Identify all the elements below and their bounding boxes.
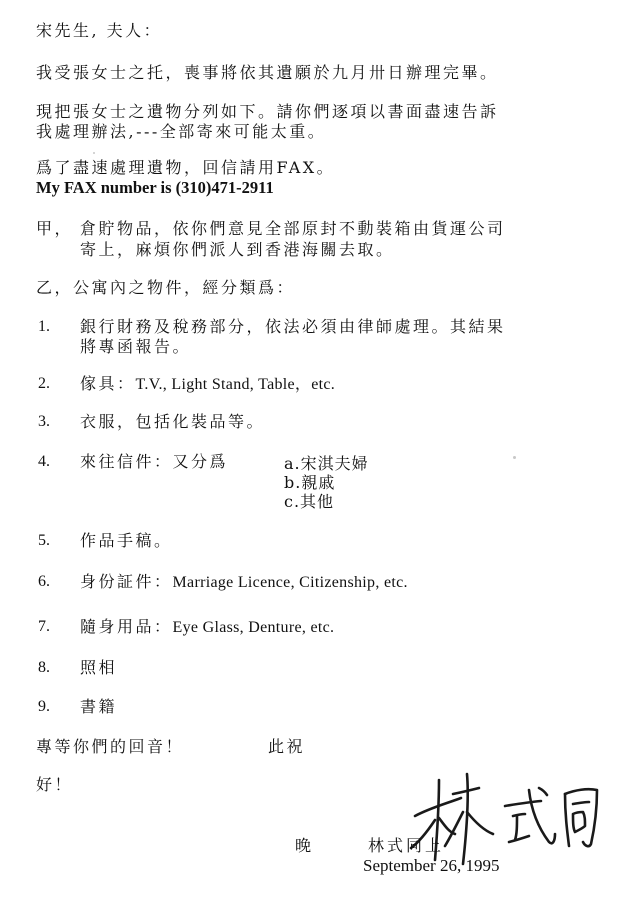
item-text: 來往信件：又分爲	[80, 452, 229, 471]
letter-date: September 26, 1995	[363, 856, 500, 875]
closing-greeting: 好！	[36, 775, 74, 794]
item-text	[80, 572, 408, 593]
fax-number-line: My FAX number is (310)471-2911	[36, 178, 274, 197]
item-text: 衣服，包括化裝品等。	[80, 412, 266, 431]
item-number: 2.	[38, 375, 50, 392]
item-detail: Marriage Licence, Citizenship, etc.	[172, 574, 408, 591]
item-text: 照相	[80, 658, 118, 677]
paragraph-funeral: 我受張女士之托，喪事將依其遺願於九月卅日辦理完畢。	[36, 63, 499, 82]
section-yi-heading: 乙，公寓內之物件，經分類爲：	[36, 278, 296, 297]
section-jia-label: 甲，	[36, 219, 74, 238]
item-label: 傢具：	[80, 374, 136, 393]
item-text	[80, 374, 335, 395]
item-number: 9.	[38, 698, 50, 715]
item-text: 銀行財務及稅務部分，依法必須由律師處理。其結果	[80, 317, 506, 336]
item-number: 6.	[38, 573, 50, 590]
item-label: 隨身用品：	[80, 617, 173, 636]
item-number: 1.	[38, 318, 50, 335]
section-jia-line2: 寄上，麻煩你們派人到香港海關去取。	[80, 240, 395, 259]
section-jia-line1: 倉貯物品，依你們意見全部原封不動裝箱由貨運公司	[80, 219, 506, 238]
item-detail: Eye Glass, Denture, etc.	[172, 619, 335, 636]
paragraph-items-line1: 現把張女士之遺物分列如下。請你們逐項以書面盡速告訴	[36, 102, 499, 121]
scan-speck	[513, 456, 516, 459]
paragraph-fax-request: 爲了盡速處理遺物，回信請用FAX。	[36, 158, 336, 177]
salutation: 宋先生, 夫人：	[36, 21, 163, 40]
item-text-continued: 將專函報告。	[80, 337, 192, 356]
closing-wish: 此祝	[268, 737, 306, 756]
item-text	[80, 617, 334, 638]
item-text: 作品手稿。	[80, 531, 173, 550]
item-detail: T.V., Light Stand, Table，etc.	[135, 376, 336, 393]
paragraph-items-line2: 我處理辦法,---全部寄來可能太重。	[36, 122, 327, 141]
item-number: 4.	[38, 453, 50, 470]
sender-label: 晚	[295, 836, 314, 855]
item-label: 身份証件：	[80, 572, 173, 591]
item-number: 8.	[38, 659, 50, 676]
item-number: 5.	[38, 532, 50, 549]
scan-speck	[93, 152, 95, 154]
subitem-a: a.宋淇夫婦	[284, 454, 369, 473]
subitem-b: b.親戚	[284, 473, 336, 492]
closing-line: 專等你們的回音！	[36, 737, 185, 756]
item-number: 7.	[38, 618, 50, 635]
signer-name: 林式同上	[368, 836, 445, 855]
subitem-c: c.其他	[284, 492, 335, 511]
item-text: 書籍	[80, 697, 118, 716]
item-number: 3.	[38, 413, 50, 430]
